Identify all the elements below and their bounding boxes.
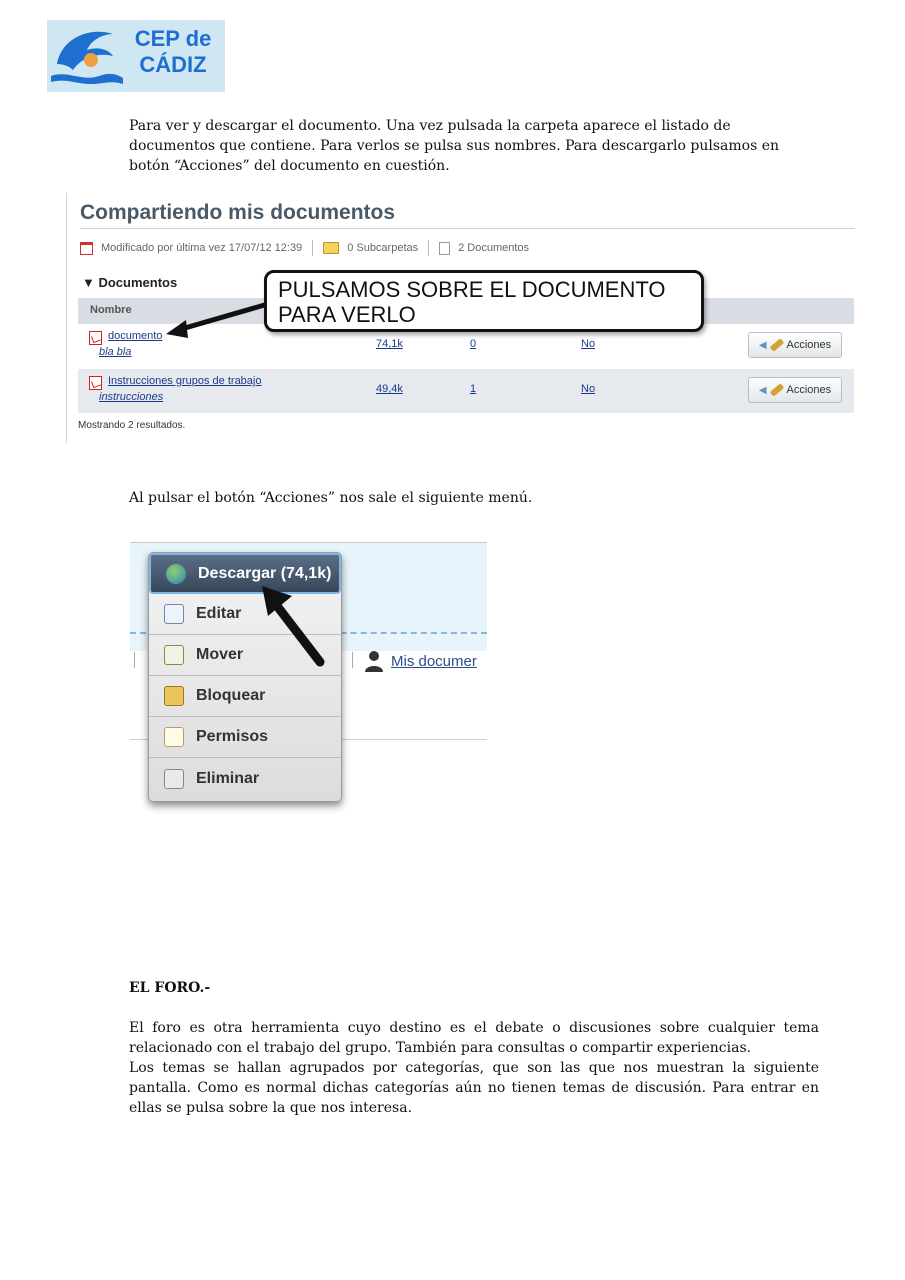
document-link[interactable]: Instrucciones grupos de trabajo <box>108 375 262 387</box>
document-locked[interactable]: No <box>581 383 596 395</box>
foro-heading: EL FORO.- <box>129 980 211 996</box>
actions-label: Acciones <box>786 339 832 351</box>
toolbar-separator <box>352 652 353 668</box>
callout-line2: PARA VERLO <box>278 302 416 327</box>
document-downloads[interactable]: 0 <box>470 338 477 350</box>
menu-item-label: Editar <box>196 605 242 622</box>
middle-paragraph: Al pulsar el botón “Acciones” nos sale el siguiente menú. <box>129 490 533 506</box>
document-description[interactable]: instrucciones <box>99 391 164 403</box>
actions-label: Acciones <box>786 384 832 396</box>
user-icon <box>364 650 384 672</box>
table-row <box>78 369 854 413</box>
chevron-left-icon: ◀ <box>758 339 767 351</box>
document-size[interactable]: 74,1k <box>376 338 403 350</box>
calendar-icon <box>80 242 93 255</box>
lock-icon <box>164 686 184 706</box>
menu-item-label: Descargar (74,1k) <box>198 564 332 582</box>
menu-item-lock[interactable] <box>149 676 341 717</box>
foro-paragraph-2: Los temas se hallan agrupados por categorías, que son las que nos muestran la siguiente pantalla. Como es normal dichas categorías aún no tienen temas de discusión. Para entrar en ellas se pulsa sobre la que nos interesa. <box>129 1060 819 1116</box>
cep-cadiz-logo <box>47 20 225 92</box>
folder-title: Compartiendo mis documentos <box>80 201 396 224</box>
folder-icon <box>323 242 339 254</box>
edit-icon <box>164 604 184 624</box>
pointer-arrow-icon <box>258 580 328 670</box>
menu-item-label: Eliminar <box>196 769 260 787</box>
move-icon <box>164 645 184 665</box>
modified-text: Modificado por última vez 17/07/12 12:39 <box>101 242 303 254</box>
document-downloads[interactable]: 1 <box>470 383 477 395</box>
results-count: Mostrando 2 resultados. <box>78 420 186 431</box>
wrench-icon <box>769 338 784 352</box>
my-documents-link[interactable]: Mis documer <box>391 653 477 670</box>
meta-separator <box>312 240 313 256</box>
trash-icon <box>164 769 184 789</box>
logo-text <box>125 26 221 78</box>
document-description[interactable]: bla bla <box>99 346 132 358</box>
logo-line2: CÁDIZ <box>139 52 207 77</box>
actions-button[interactable] <box>748 332 842 358</box>
document-icon <box>439 242 450 255</box>
toolbar-separator <box>134 652 135 668</box>
subfolders-count: 0 Subcarpetas <box>347 242 419 254</box>
documents-count: 2 Documentos <box>458 242 530 254</box>
globe-icon <box>166 564 186 584</box>
permissions-icon <box>164 727 184 747</box>
meta-separator <box>428 240 429 256</box>
document-link[interactable]: documento <box>108 330 163 342</box>
menu-item-label: Mover <box>196 646 244 663</box>
folder-meta <box>80 240 529 256</box>
foro-paragraph-1: El foro es otra herramienta cuyo destino es el debate o discusiones sobre cualquier tema relacionado con el trabajo del grupo. También para consultas o compartir experiencias. <box>129 1020 819 1056</box>
column-name-header: Nombre <box>90 304 132 316</box>
documents-section-toggle[interactable]: ▼ Documentos <box>82 275 178 290</box>
callout-box <box>264 270 704 332</box>
pdf-icon <box>89 331 102 345</box>
chevron-left-icon: ◀ <box>758 384 767 396</box>
actions-menu-screenshot <box>130 524 487 814</box>
pdf-icon <box>89 376 102 390</box>
menu-item-label: Permisos <box>196 728 269 745</box>
callout-line1: PULSAMOS SOBRE EL DOCUMENTO <box>278 277 666 302</box>
wrench-icon <box>769 383 784 397</box>
callout-arrow-icon <box>160 296 275 341</box>
intro-paragraph: Para ver y descargar el documento. Una vez pulsada la carpeta aparece el listado de documentos que contiene. Para verlos se pulsa sus nombres. Para descargarlo pulsamos en botón “Acciones” del documento en cuestión. <box>129 118 780 174</box>
document-size[interactable]: 49,4k <box>376 383 403 395</box>
menu-item-label: Bloquear <box>196 687 266 704</box>
title-divider <box>80 228 855 229</box>
actions-button[interactable] <box>748 377 842 403</box>
document-locked[interactable]: No <box>581 338 596 350</box>
menu-item-permissions[interactable] <box>149 717 341 758</box>
logo-line1: CEP de <box>134 26 212 51</box>
menu-item-delete[interactable] <box>149 758 341 799</box>
